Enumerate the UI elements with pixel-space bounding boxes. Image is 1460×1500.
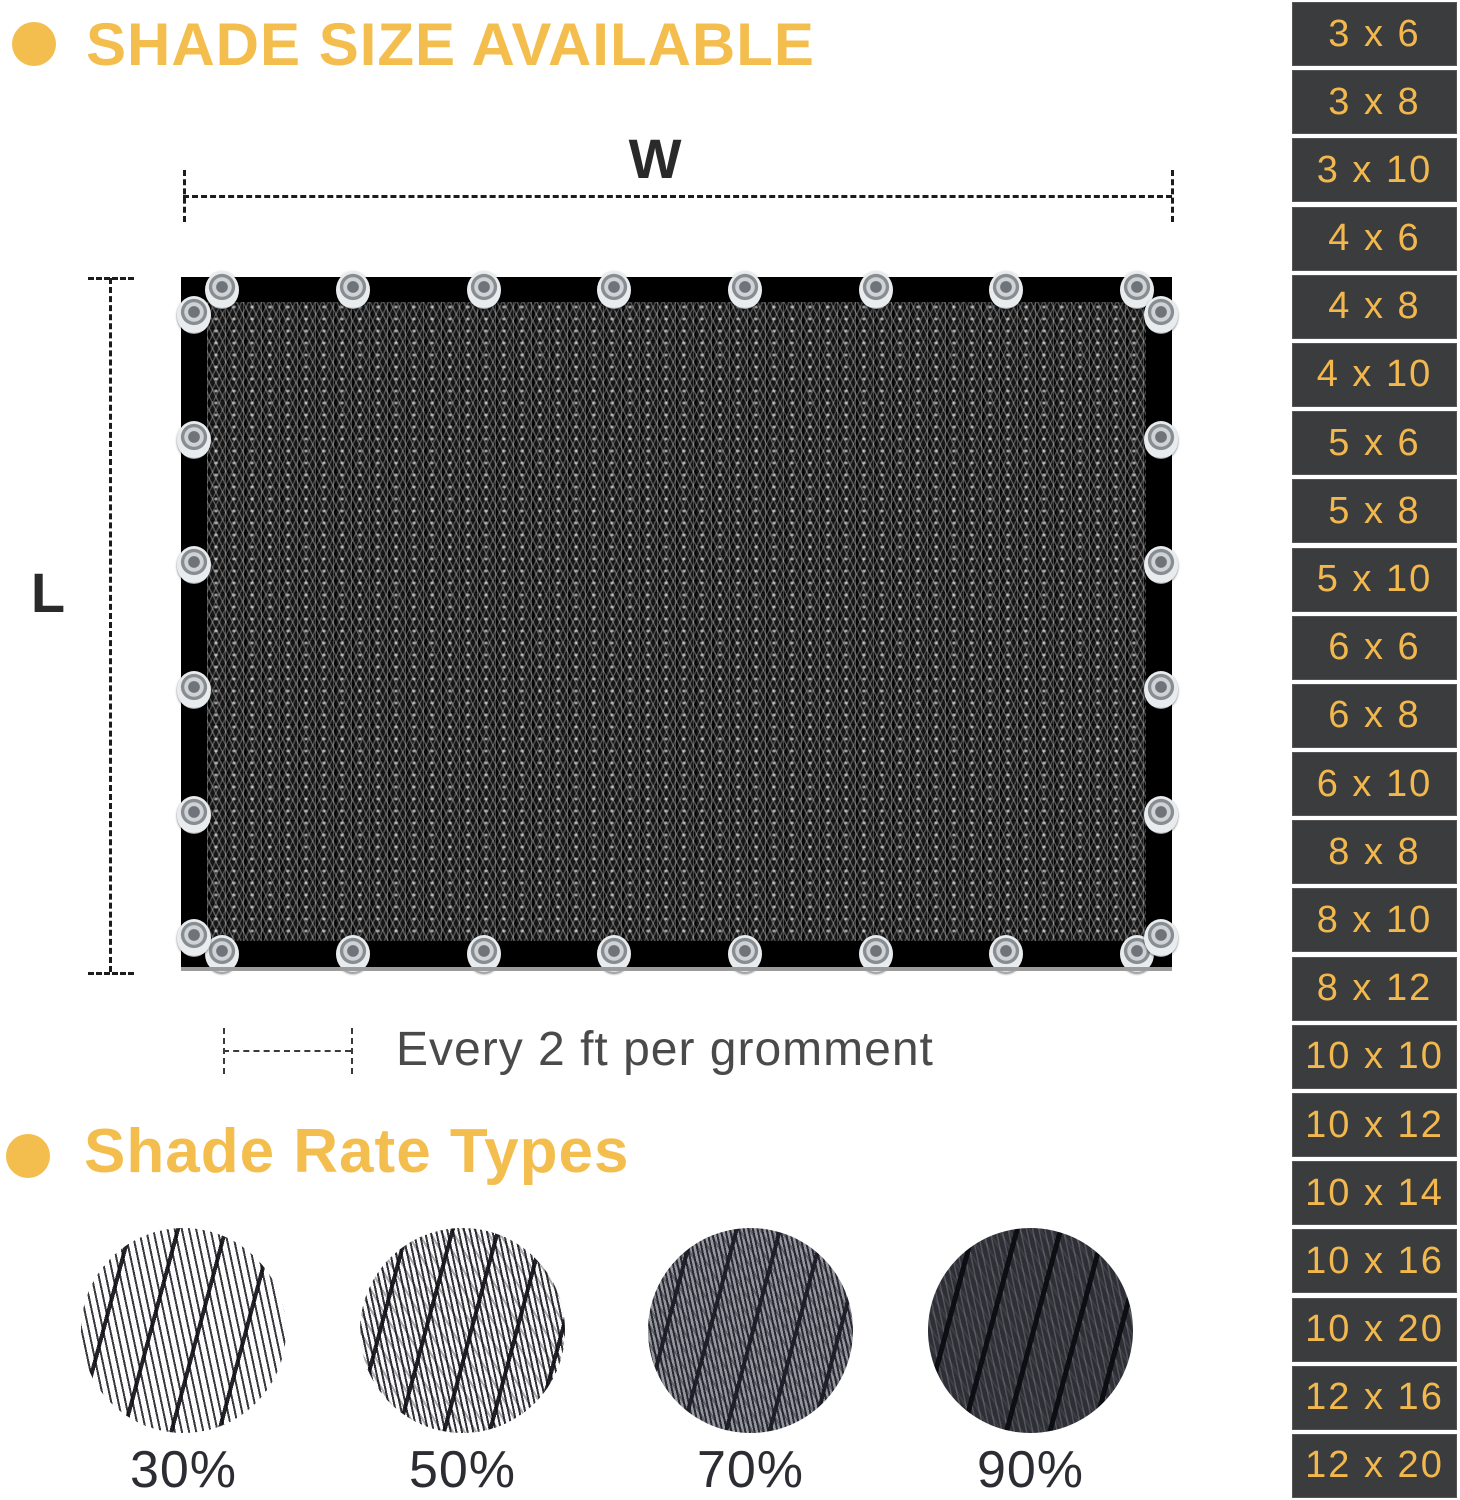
shade-percent-label: 30% [129,1441,238,1499]
grommet-icon [336,271,370,309]
grommet-icon [728,271,762,309]
grommet-icon [467,935,501,973]
spacing-tick-right [351,1028,353,1074]
size-option: 6 x 8 [1292,684,1457,748]
grommet-icon [177,546,211,584]
grommet-icon [989,935,1023,973]
size-option: 8 x 8 [1292,820,1457,884]
size-option: 5 x 6 [1292,411,1457,475]
size-option: 10 x 14 [1292,1161,1457,1225]
length-dimension-line [109,278,112,972]
shade-percent-label: 90% [976,1441,1085,1499]
mesh-texture [207,302,1146,941]
spacing-line [223,1050,351,1052]
grommet-icon [1144,796,1178,834]
shade-rate-title: Shade Rate Types [84,1117,630,1186]
bullet-icon [12,22,56,66]
grommet-icon [177,796,211,834]
grommet-icon [1144,296,1178,334]
size-option: 4 x 8 [1292,275,1457,339]
grommet-icon [728,935,762,973]
shade-swatch-30 [81,1228,286,1433]
grommet-icon [1144,671,1178,709]
size-option: 6 x 6 [1292,616,1457,680]
grommet-icon [859,271,893,309]
grommet-icon [336,935,370,973]
bullet-icon [6,1134,50,1178]
shade-swatch-50 [360,1228,565,1433]
size-option: 5 x 8 [1292,479,1457,543]
size-option: 3 x 10 [1292,138,1457,202]
size-option: 6 x 10 [1292,752,1457,816]
grommet-icon [597,271,631,309]
grommet-icon [1144,919,1178,957]
width-dimension-tick-left [183,170,186,222]
shade-swatch-70 [648,1228,853,1433]
size-option: 8 x 12 [1292,957,1457,1021]
size-option: 4 x 6 [1292,207,1457,271]
grommet-spacing-note: Every 2 ft per gromment [396,1023,934,1076]
size-option: 12 x 20 [1292,1434,1457,1498]
size-option: 4 x 10 [1292,343,1457,407]
shade-percent-label: 50% [408,1441,517,1499]
size-option: 8 x 10 [1292,888,1457,952]
size-option: 10 x 12 [1292,1093,1457,1157]
length-dimension-label: L [30,561,66,624]
grommet-icon [177,919,211,957]
size-list [1292,2,1457,1498]
shade-net [181,277,1172,967]
grommet-icon [597,935,631,973]
size-option: 10 x 16 [1292,1229,1457,1293]
grommet-icon [177,296,211,334]
width-dimension-tick-right [1171,170,1174,222]
size-option: 3 x 8 [1292,70,1457,134]
grommet-icon [1144,421,1178,459]
grommet-icon [859,935,893,973]
size-option: 5 x 10 [1292,548,1457,612]
size-option: 12 x 16 [1292,1366,1457,1430]
width-dimension-label: W [628,127,682,190]
grommet-icon [177,671,211,709]
size-option: 10 x 20 [1292,1298,1457,1362]
length-dimension-tick-bottom [88,972,134,975]
width-dimension-line [183,195,1172,198]
length-dimension-tick-top [88,277,134,280]
size-option: 10 x 10 [1292,1025,1457,1089]
shade-percent-label: 70% [696,1441,805,1499]
grommet-icon [1144,546,1178,584]
shade-swatch-90 [928,1228,1133,1433]
grommet-icon [205,271,239,309]
page-title: SHADE SIZE AVAILABLE [86,11,815,78]
grommet-icon [177,421,211,459]
size-option: 3 x 6 [1292,2,1457,66]
grommet-icon [989,271,1023,309]
grommet-icon [467,271,501,309]
